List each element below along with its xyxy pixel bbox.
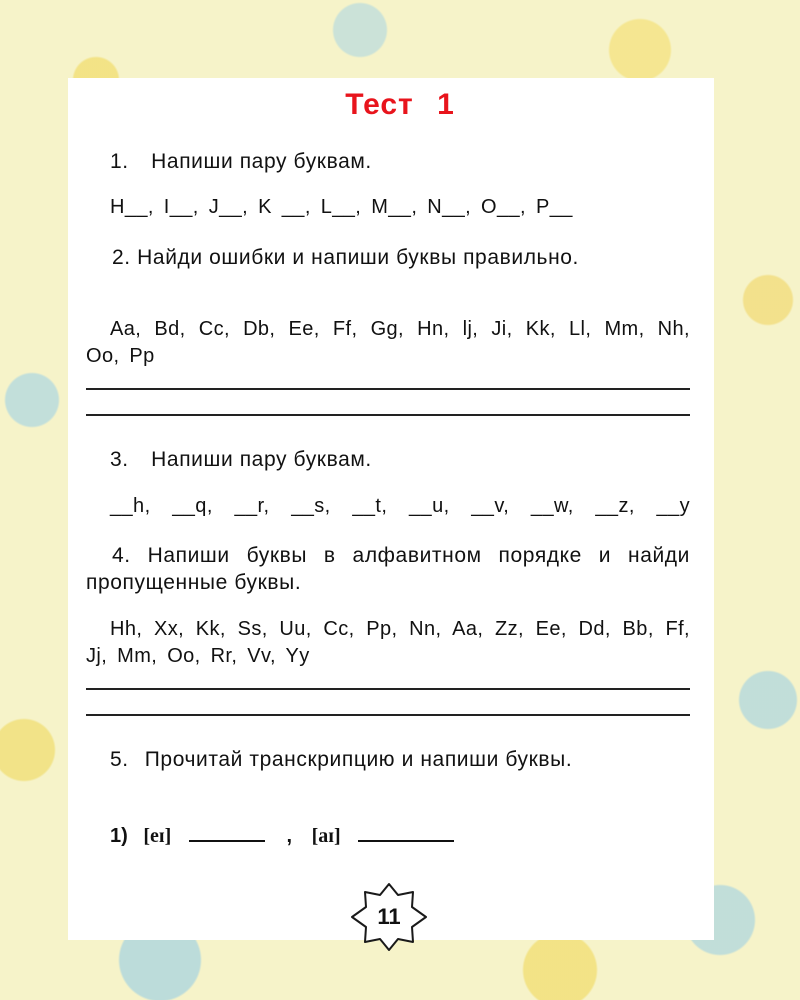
- task-5-transcription-row: [110, 822, 454, 850]
- task-4-letters: Hh, Xx, Kk, Ss, Uu, Cc, Pp, Nn, Aa, Zz, Ee, Dd, Bb, Ff, Jj, Mm, Oo, Rr, Vv, Yy: [86, 618, 690, 667]
- answer-line[interactable]: [86, 688, 690, 690]
- answer-line[interactable]: [86, 714, 690, 716]
- task-1-number: 1.: [110, 150, 129, 173]
- task-3-number: 3.: [110, 448, 129, 471]
- task-5-text: Прочитай транскрипцию и напиши буквы.: [144, 748, 573, 771]
- task-2-letters: Aa, Bd, Cc, Db, Ee, Ff, Gg, Hn, lj, Ji, Kk, Ll, Mm, Nh, Oo, Pp: [86, 318, 690, 367]
- ipa-transcription: [eɪ]: [143, 825, 172, 847]
- task-3-text: Напиши пару буквам.: [151, 448, 372, 471]
- task-5-number: 5.: [110, 748, 129, 771]
- answer-line[interactable]: [86, 388, 690, 390]
- page-title: Тест 1: [345, 88, 455, 121]
- task-3-letters: __h, __q, __r, __s, __t, __u, __v, __w, __z, __y: [110, 495, 690, 517]
- task-1-text: Напиши пару буквам.: [151, 150, 372, 173]
- task-1-instruction: [110, 148, 690, 175]
- page-number: 11: [377, 904, 401, 929]
- task-5-instruction: [86, 746, 690, 773]
- task-4-instruction: 4. Напиши буквы в алфавитном порядке и найди пропущенные буквы.: [86, 544, 690, 594]
- answer-blank[interactable]: [358, 822, 454, 842]
- task-5-item-label: 1): [110, 825, 128, 847]
- ipa-transcription: [aɪ]: [311, 825, 341, 847]
- answer-line[interactable]: [86, 414, 690, 416]
- task-3-instruction: [110, 446, 690, 473]
- task-1-letters: H__, I__, J__, K __, L__, M__, N__, O__, P__: [110, 196, 573, 218]
- separator: ,: [286, 825, 292, 847]
- answer-blank[interactable]: [189, 822, 265, 842]
- task-2-instruction: 2. Найди ошибки и напиши буквы правильно.: [112, 246, 579, 269]
